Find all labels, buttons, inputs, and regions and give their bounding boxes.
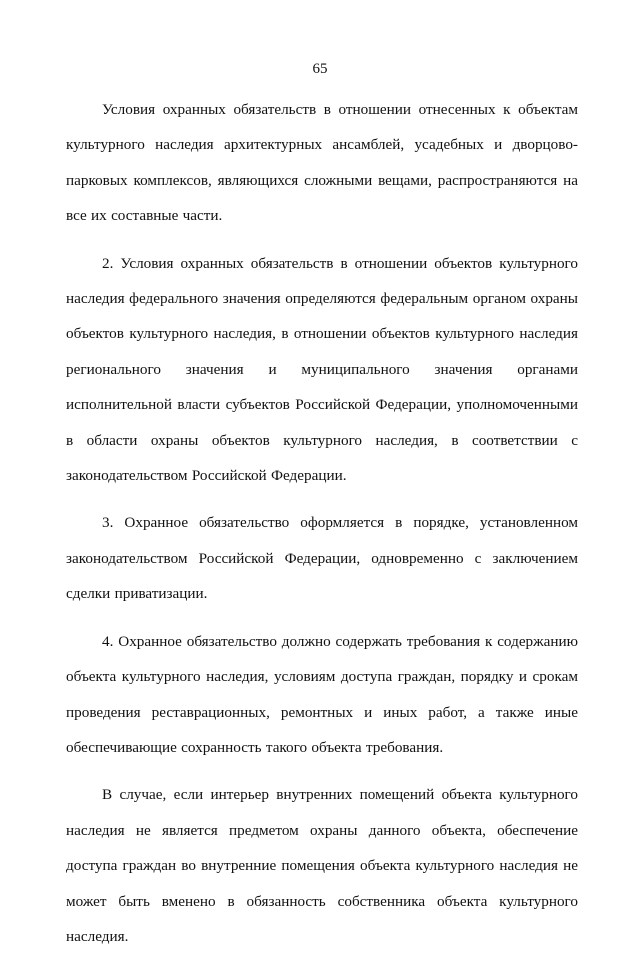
page-number: 65: [312, 61, 328, 77]
paragraph-4-requirements: 4. Охранное обязательство должно содержать требования к содержанию объекта культурного наследия, условиям доступа граждан, порядку и срокам проведения реставрационных, ремонтных и иных работ, а также иные обеспечивающие сохранность такого объекта требования.: [66, 632, 578, 756]
paragraph-2-conditions-authority: 2. Условия охранных обязательств в отношении объектов культурного наследия федерального значения определяются федеральным органом охраны объектов культурного наследия, в отношении объектов культурного наследия регионального значения и муниципального значения органами исполнительной власти субъектов Российской Федерации, уполномоченными в области охраны объектов культурного наследия, в соответствии с законодательством Российской Федерации.: [66, 254, 578, 485]
paragraph-interior-access: В случае, если интерьер внутренних помещений объекта культурного наследия не является предметом охраны данного объекта, обеспечение доступа граждан во внутренние помещения объекта культурного наследия не может быть вменено в обязанность собственника объекта культурного наследия.: [66, 786, 578, 945]
document-body: [66, 92, 578, 966]
paragraph-3-formalization: 3. Охранное обязательство оформляется в порядке, установленном законодательством Российской Федерации, одновременно с заключением сделки приватизации.: [66, 514, 578, 603]
paragraph-ensembles-conditions: Условия охранных обязательств в отношении отнесенных к объектам культурного наследия архитектурных ансамблей, усадебных и дворцово-парковых комплексов, являющихся сложными вещами, распространяются на все их составные части.: [66, 101, 578, 225]
